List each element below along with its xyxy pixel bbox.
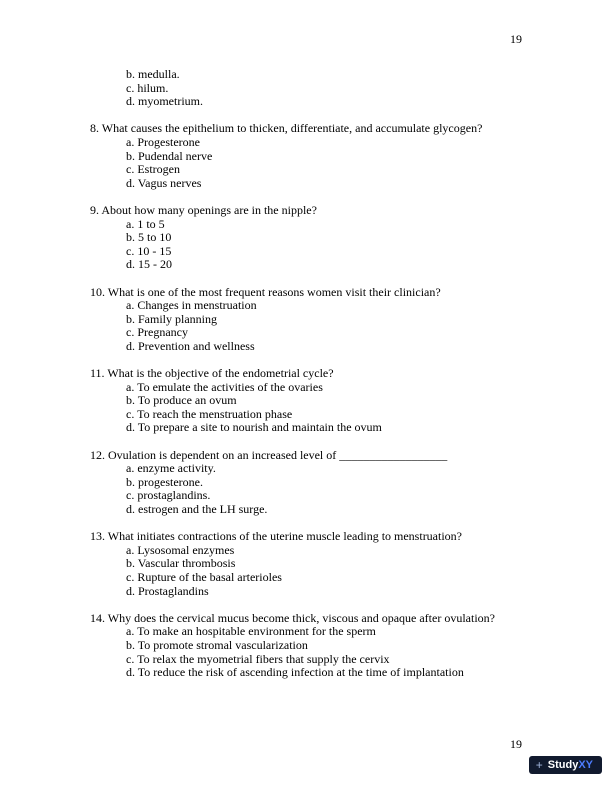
page-content <box>90 68 530 693</box>
answer-option: a. Changes in menstruation <box>126 298 257 313</box>
answer-option: c. hilum. <box>126 80 169 95</box>
brand-study-text: Study <box>547 759 579 771</box>
question-8 <box>90 122 530 190</box>
answer-option: d. To prepare a site to nourish and maintain the ovum <box>126 420 382 435</box>
question-text: 9. About how many openings are in the nipple? <box>90 202 317 217</box>
question-text: 8. What causes the epithelium to thicken, differentiate, and accumulate glycogen? <box>90 121 483 136</box>
page-number-bottom: 19 <box>510 737 522 751</box>
question-10 <box>90 286 530 354</box>
question-text: 10. What is one of the most frequent reasons women visit their clinician? <box>90 284 441 299</box>
question-text: 13. What initiates contractions of the uterine muscle leading to menstruation? <box>90 529 463 544</box>
answer-option: a. Lysosomal enzymes <box>126 542 235 557</box>
answer-option: a. enzyme activity. <box>126 461 216 476</box>
brand-xy-text: XY <box>578 759 593 771</box>
answer-option: b. To produce an ovum <box>126 393 237 408</box>
question-11 <box>90 367 530 435</box>
answer-option: c. To relax the myometrial fibers that supply the cervix <box>126 651 390 666</box>
continued-options-block <box>126 68 530 109</box>
answer-option: d. To reduce the risk of ascending infection at the time of implantation <box>126 665 464 680</box>
question-14 <box>90 612 530 680</box>
question-text: 11. What is the objective of the endometrial cycle? <box>90 366 334 381</box>
answer-option: a. 1 to 5 <box>126 216 165 231</box>
answer-option: d. Prevention and wellness <box>126 338 255 353</box>
answer-option: c. Rupture of the basal arterioles <box>126 569 282 584</box>
question-text: 14. Why does the cervical mucus become thick, viscous and opaque after ovulation? <box>90 610 495 625</box>
answer-option: d. Vagus nerves <box>126 175 202 190</box>
answer-option: c. prostaglandins. <box>126 488 211 503</box>
plus-icon: + <box>535 758 543 772</box>
answer-option: b. medulla. <box>126 67 180 81</box>
answer-option: c. Pregnancy <box>126 325 188 340</box>
answer-option: a. Progesterone <box>126 134 200 149</box>
answer-option: a. To emulate the activities of the ovaries <box>126 379 323 394</box>
question-12 <box>90 449 530 517</box>
answer-option: b. progesterone. <box>126 474 203 489</box>
answer-option: b. Family planning <box>126 311 217 326</box>
answer-option: b. Vascular thrombosis <box>126 556 236 571</box>
answer-option: c. 10 - 15 <box>126 243 172 258</box>
answer-option: b. To promote stromal vascularization <box>126 637 308 652</box>
answer-option: c. Estrogen <box>126 162 180 177</box>
answer-option: d. Prostaglandins <box>126 583 209 598</box>
answer-option: d. 15 - 20 <box>126 257 172 272</box>
answer-option: a. To make an hospitable environment for the sperm <box>126 624 376 639</box>
answer-option: b. 5 to 10 <box>126 230 172 245</box>
question-13 <box>90 530 530 598</box>
answer-option: d. estrogen and the LH surge. <box>126 502 268 516</box>
studyxy-logo <box>529 756 602 774</box>
answer-option: c. To reach the menstruation phase <box>126 406 293 421</box>
question-9 <box>90 204 530 272</box>
answer-option: b. Pudendal nerve <box>126 148 213 163</box>
page-number-top: 19 <box>510 32 522 46</box>
answer-option: d. myometrium. <box>126 94 203 109</box>
brand-wordmark <box>548 759 593 771</box>
question-text: 12. Ovulation is dependent on an increased level of __________________ <box>90 447 448 462</box>
